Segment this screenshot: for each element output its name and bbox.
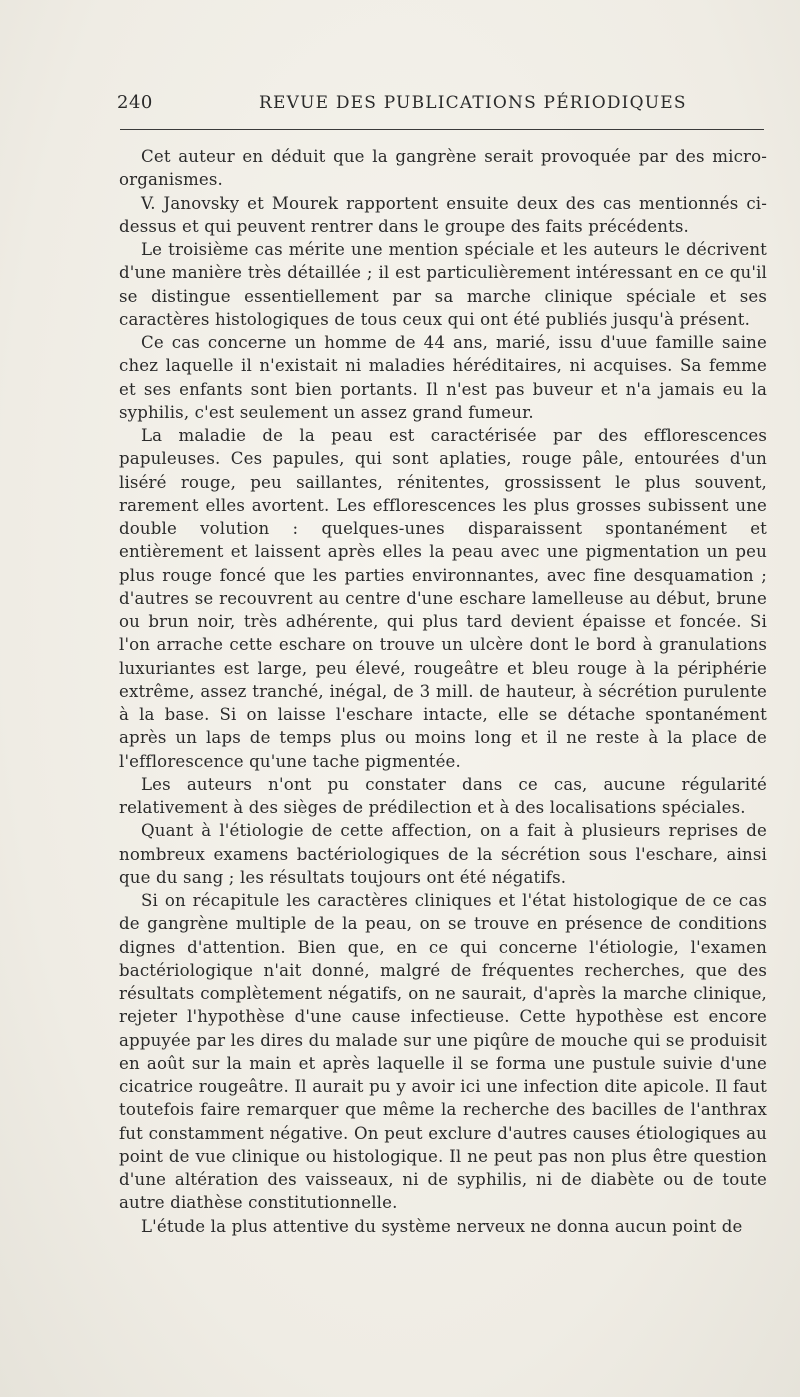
running-title: REVUE DES PUBLICATIONS PÉRIODIQUES: [259, 93, 687, 113]
paragraph: Cet auteur en déduit que la gangrène serait provoquée par des micro-organismes.: [119, 147, 767, 190]
body-text: [119, 145, 767, 1238]
paragraph: Si on récapitule les caractères cliniques et l'état histologique de ce cas de gangrène multiple de la peau, on se trouve en présence de conditions dignes d'attention. Bien que, en ce qui concerne l'étiologie, l'examen bactériologique n'ait donné, malgré de fréquentes recherches, que des résultats complètement négatifs, on ne saurait, d'après la marche clinique, rejeter l'hypothèse d'une cause infectieuse. Cette hypothèse est encore appuyée par les dires du malade sur une piqûre de mouche qui se produisit en août sur la main et après laquelle il se forma une pustule suivie d'une cicatrice rougeâtre. Il aurait pu y avoir ici une infection dite apicole. Il faut toutefois faire remarquer que même la recherche des bacilles de l'anthrax fut constamment négative. On peut exclure d'autres causes étiologiques au point de vue clinique ou histologique. Il ne peut pas non plus être question d'une altération des vaisseaux, ni de syphilis, ni de diabète ou de toute autre diathèse constitutionnelle.: [119, 891, 767, 1213]
header-rule: [120, 129, 764, 130]
paragraph: Quant à l'étiologie de cette affection, on a fait à plusieurs reprises de nombreux examens bactériologiques de la sécrétion sous l'eschare, ainsi que du sang ; les résultats toujours ont été négatifs.: [119, 821, 767, 887]
paragraph: Ce cas concerne un homme de 44 ans, marié, issu d'uue famille saine chez laquelle il n'existait ni maladies héréditaires, ni acquises. Sa femme et ses enfants sont bien portants. Il n'est pas buveur et n'a jamais eu la syphilis, c'est seulement un assez grand fumeur.: [119, 333, 767, 422]
paragraph: Le troisième cas mérite une mention spéciale et les auteurs le décrivent d'une manière très détaillée ; il est particulièrement intéressant en ce qu'il se distingue essentiellement par sa marche clinique spéciale et ses caractères histologiques de tous ceux qui ont été publiés jusqu'à présent.: [119, 240, 767, 329]
paragraph: V. Janovsky et Mourek rapportent ensuite deux des cas mentionnés ci-dessus et qui peuvent rentrer dans le groupe des faits précédents.: [119, 193, 767, 236]
paragraph: Les auteurs n'ont pu constater dans ce cas, aucune régularité relativement à des sièges de prédilection et à des localisations spéciales.: [119, 774, 767, 817]
paragraph: La maladie de la peau est caractérisée par des efflorescences papuleuses. Ces papules, qui sont aplaties, rouge pâle, entourées d'un liséré rouge, peu saillantes, rénitentes, grossissent le plus souvent, rarement elles avortent. Les efflorescences les plus grosses subissent une double volution : quelques-unes disparaissent spontanément et entièrement et laissent après elles la peau avec une pigmentation un peu plus rouge foncé que les parties environnantes, avec fine desquamation ; d'autres se recouvrent au centre d'une eschare lamelleuse au début, brune ou brun noir, très adhérente, qui plus tard devient épaisse et foncée. Si l'on arrache cette eschare on trouve un ulcère dont le bord à granulations luxuriantes est large, peu élevé, rougeâtre et bleu rouge à la périphérie extrême, assez tranché, inégal, de 3 mill. de hauteur, à sécrétion purulente à la base. Si on laisse l'eschare intacte, elle se détache spontanément après un laps de temps plus ou moins long et il ne reste à la place de l'efflorescence qu'une tache pigmentée.: [119, 426, 767, 771]
page-header: [117, 92, 765, 116]
page-number: 240: [117, 92, 153, 113]
paragraph: L'étude la plus attentive du système nerveux ne donna aucun point de: [141, 1216, 743, 1236]
